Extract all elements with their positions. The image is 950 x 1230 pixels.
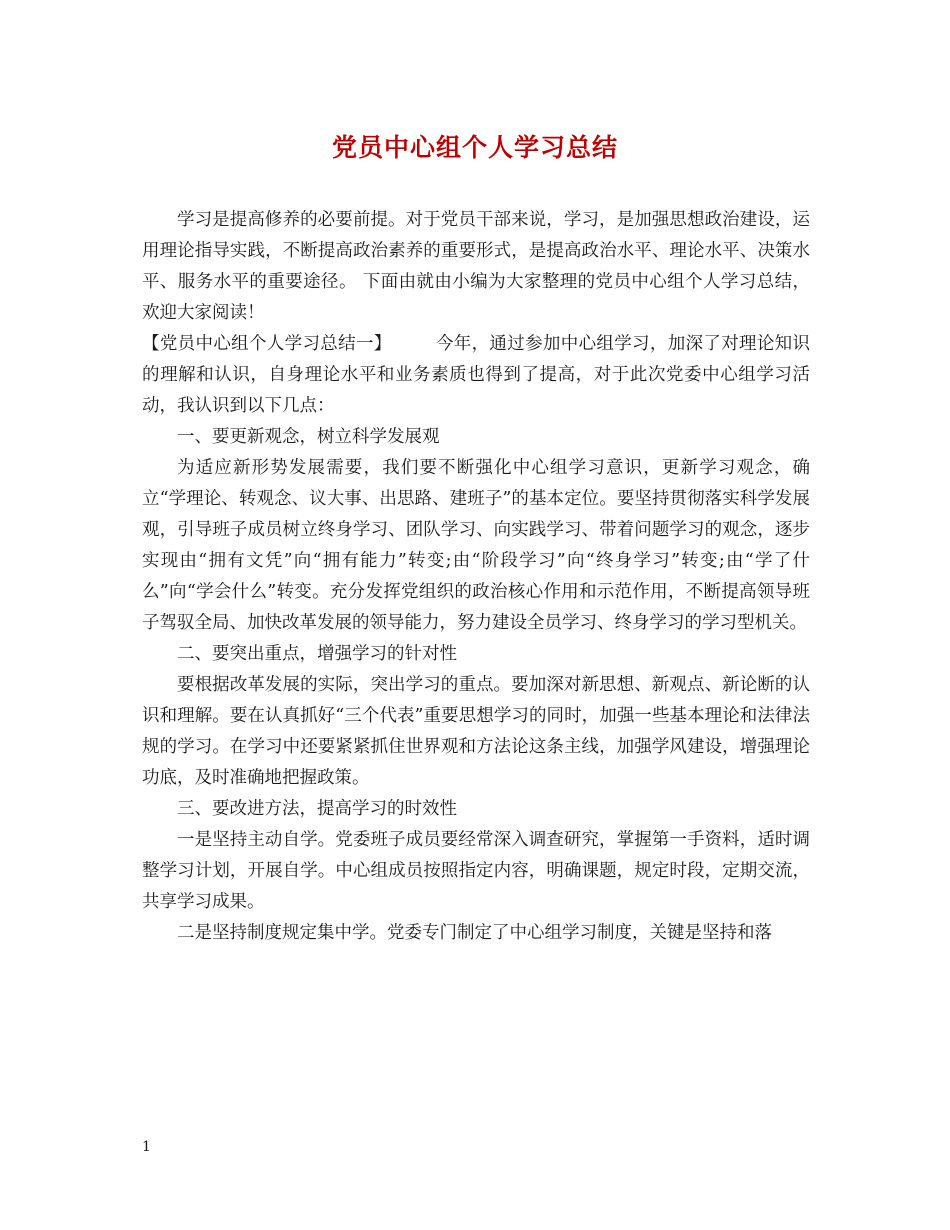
paragraph-one: 为适应新形势发展需要，我们要不断强化中心组学习意识，更新学习观念，确立“学理论、转观念、议大事、出思路、建班子”的基本定位。要坚持贯彻落实科学发展观，引导班子成员树立终身学习、团队学习、向实践学习、带着问题学习的观念，逐步实现由“拥有文凭”向“拥有能力”转变;由“阶段学习”向“终身学习”转变;由“学了什么”向“学会什么”转变。充分发挥党组织的政治核心作用和示范作用，不断提高领导班子驾驭全局、加快改革发展的领导能力，努力建设全员学习、终身学习的学习型机关。	[142, 458, 810, 633]
document-title: 党员中心组个人学习总结	[331, 133, 618, 162]
section-one-paragraph	[142, 329, 810, 422]
section-label: 【党员中心组个人学习总结一】	[142, 334, 392, 354]
heading-three: 三、要改进方法，提高学习的时效性	[177, 799, 457, 819]
document-body	[142, 205, 810, 949]
heading-one: 一、要更新观念，树立科学发展观	[177, 427, 440, 447]
paragraph-four: 二是坚持制度规定集中学。党委专门制定了中心组学习制度，关键是坚持和落	[177, 923, 772, 943]
intro-paragraph: 学习是提高修养的必要前提。对于党员干部来说，学习，是加强思想政治建设，运用理论指导实践，不断提高政治素养的重要形式，是提高政治水平、理论水平、决策水平、服务水平的重要途径。 下面由就由小编为大家整理的党员中心组个人学习总结，欢迎大家阅读！	[142, 210, 810, 323]
heading-two: 二、要突出重点，增强学习的针对性	[177, 644, 457, 664]
section-lead-text: 今年，通过参加中心组学习，加深了对理论知识的理解和认识，自身理论水平和业务素质也得到了提高，对于此次党委中心组学习活动，我认识到以下几点：	[142, 334, 811, 416]
paragraph-two: 要根据改革发展的实际，突出学习的重点。要加深对新思想、新观点、新论断的认识和理解。要在认真抓好“三个代表”重要思想学习的同时，加强一些基本理论和法律法规的学习。在学习中还要紧紧抓住世界观和方法论这条主线，加强学风建设，增强理论功底，及时准确地把握政策。	[142, 675, 810, 788]
paragraph-three: 一是坚持主动自学。党委班子成员要经常深入调查研究，掌握第一手资料，适时调整学习计划，开展自学。中心组成员按照指定内容，明确课题，规定时段，定期交流，共享学习成果。	[142, 830, 810, 912]
page-number: 1	[142, 1139, 151, 1155]
